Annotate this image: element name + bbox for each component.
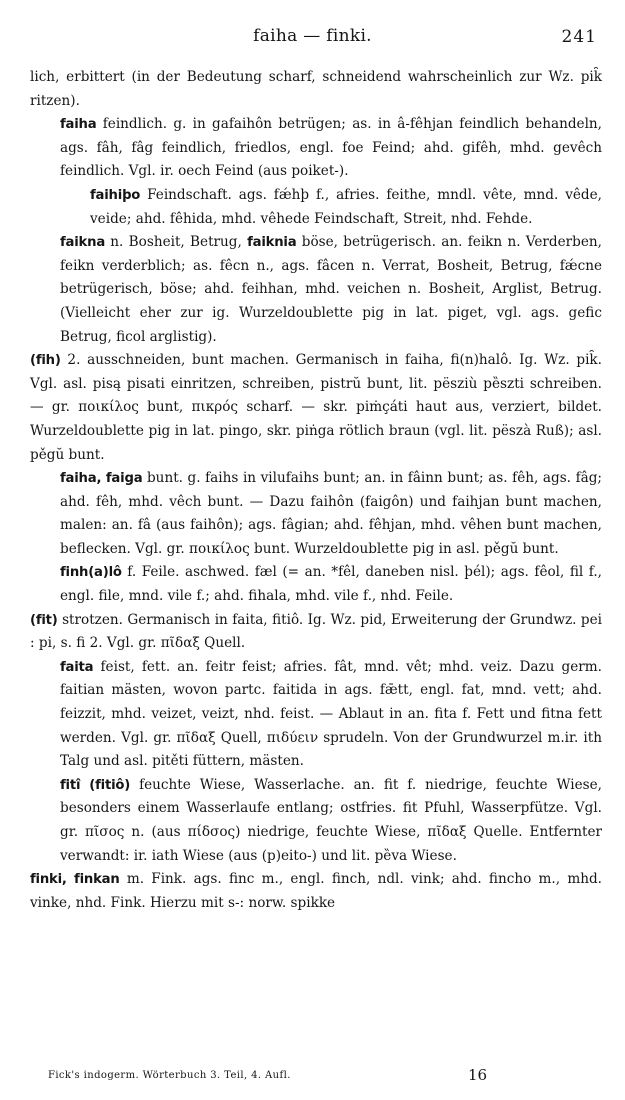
entry-text: m. Fink. ags. finc m., engl. finch, ndl. vink; ahd. fincho m., mhd. vinke, nhd. Fink. Hierzu mit s-: norw. spikke (30, 871, 602, 911)
entry-text: strotzen. Germanisch in faita, fitiô. Ig. Wz. pid, Erweiterung der Grundwz. pei : pi, s. fi 2. Vgl. gr. πῖδαξ Quell. (30, 611, 602, 652)
entry-text: bunt. g. faihs in vilufaihs bunt; an. in fâinn bunt; as. fêh, ags. fâg; ahd. fêh, mhd. vêch bunt. — Dazu faihôn (faigôn) und faihjan bunt machen, malen: an. fâ (aus faihôn); ags. fâgian; ahd. fêhjan, mhd. vêhen bunt machen, beflecken. Vgl. gr. ποικίλος bunt. Wurzeldoublette pig in asl. pěgŭ bunt. (60, 470, 602, 557)
entry-text: 2. ausschneiden, bunt machen. Germanisch in faiha, fi(n)halô. Ig. Wz. pik̑. Vgl. asl. pisą pisati einritzen, schreiben, pistrŭ bunt, lit. pësziù pȅszti schreiben. — gr. ποικίλος bunt, πικρός scharf. — skr. piṁçáti haut aus, verziert, bildet. Wurzeldoublette pig in lat. pingo, skr. piṅga rötlich braun (vgl. lit. pëszà Ruß); asl. pěgŭ bunt. (30, 352, 602, 463)
entry-fih (30, 349, 602, 467)
dictionary-text (30, 66, 602, 915)
entry-faihipo (30, 184, 602, 231)
headword: faiha, faiga (60, 471, 143, 487)
entry-text: feuchte Wiese, Wasserlache. an. fit f. niedrige, feuchte Wiese, besonders einem Wasserlaufe entlang; ostfries. fit Pfuhl, Wasserpfütze. Vgl. gr. πῖσος n. (aus πίδσος) niedrige, feuchte Wiese, πῖδαξ Quelle. Entfernter verwandt: ir. iath Wiese (aus (p)eito-) und lit. pȅva Wiese. (60, 776, 602, 864)
entry-faiha (30, 113, 602, 184)
headword: finh(a)lô (60, 565, 122, 581)
signature-mark: 16 (468, 1066, 488, 1084)
headword: faita (60, 659, 94, 675)
entry-finki (30, 868, 602, 915)
entry-faita (30, 656, 602, 774)
entry-text: f. Feile. aschwed. fæl (= an. *fêl, daneben nisl. þél); ags. fêol, fil f., engl. file, mnd. vile f.; ahd. fihala, mhd. vile f., nhd. Feile. (60, 564, 602, 605)
page-footer (30, 1066, 602, 1086)
entry-text: n. Bosheit, Betrug, (105, 234, 248, 251)
source-line: Fick's indogerm. Wörterbuch 3. Teil, 4. Aufl. (48, 1070, 291, 1081)
entry-text: feindlich. g. in gafaihôn betrügen; as. in â-fêhjan feindlich behandeln, ags. fâh, fâg feindlich, friedlos, engl. foe Feind; ahd. gifêh, mhd. gevêch feindlich. Vgl. ir. oech Feind (aus poiket-). (60, 116, 602, 180)
entry-faikna (30, 231, 602, 349)
headword: finki, finkan (30, 872, 120, 888)
page-number: 241 (561, 27, 597, 47)
entry-finhalo (30, 561, 602, 608)
entry-text: feist, fett. an. feitr feist; afries. fât, mnd. vêt; mhd. veiz. Dazu germ. faitian mästen, wovon partc. faitida in ags. fǣtt, engl. fat, mnd. vett; ahd. feizzit, mhd. veizet, veizt, nhd. feist. — Ablaut in an. fita f. Fett und fitna fett werden. Vgl. gr. πῖδαξ Quell, πιδύειν sprudeln. Von der Grundwurzel m.ir. ith Talg und asl. pitěti füttern, mästen. (60, 658, 602, 770)
running-title: faiha — finki. (253, 26, 372, 46)
headword: (fit) (30, 612, 58, 628)
entry-text: lich, erbittert (in der Bedeutung scharf, schneidend wahrscheinlich zur Wz. pik̑ ritzen). (30, 69, 602, 109)
entry-continuation (30, 66, 602, 113)
entry-faiha-faiga (30, 467, 602, 561)
running-header (0, 26, 625, 50)
headword: (fih) (30, 353, 61, 369)
entry-text: Feindschaft. ags. fǽhþ f., afries. feithe, mndl. vête, mnd. vêde, veide; ahd. fêhida, mhd. vêhede Feindschaft, Streit, nhd. Fehde. (90, 186, 602, 227)
headword: faiha (60, 117, 97, 133)
entry-fit (30, 609, 602, 656)
headword: fitî (fitiô) (60, 777, 131, 793)
entry-fiti (30, 774, 602, 868)
headword: faikna (60, 235, 106, 251)
headword: faihiþo (90, 187, 141, 203)
headword: faiknia (247, 235, 297, 251)
entry-text: böse, betrügerisch. an. feikn n. Verderben, feikn verderblich; as. fêcn n., ags. fâcen n. Verrat, Bosheit, Betrug, fǽcne betrügerisch, böse; ahd. feihhan, mhd. veichen n. Bosheit, Arglist, Betrug. (Vielleicht eher zur ig. Wurzeldoublette pig in lat. piget, vgl. ags. gefic Betrug, ficol arglistig). (60, 234, 602, 345)
